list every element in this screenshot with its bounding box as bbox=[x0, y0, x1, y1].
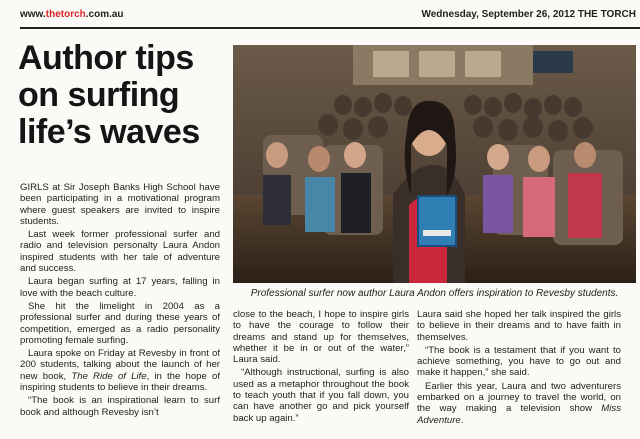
paragraph bbox=[20, 348, 220, 393]
paragraph: “The book is an inspirational learn to surf book and although Revesby isn’t bbox=[20, 395, 220, 418]
paragraph: Last week former professional surfer and radio and television personalty Laura Andon inspired students with her tale of adventure and success. bbox=[20, 229, 220, 275]
book-title: The Ride of Life bbox=[71, 370, 147, 382]
photo-illustration bbox=[233, 45, 636, 283]
dateline: Wednesday, September 26, 2012 THE TORCH bbox=[421, 9, 636, 20]
paragraph-text: , in the hope of inspiring students to believe in their dreams. bbox=[20, 370, 220, 394]
show-title: Miss Adventure bbox=[417, 403, 621, 426]
site-prefix: www. bbox=[20, 9, 46, 20]
paragraph: GIRLS at Sir Joseph Banks High School have been participating in a motivational program where guest speakers are invited to inspire students. bbox=[20, 182, 220, 227]
column-1 bbox=[20, 182, 220, 420]
paragraph: Laura began surfing at 17 years, falling in love with the beach culture. bbox=[20, 276, 220, 299]
paragraph: close to the beach, I hope to inspire girls to have the courage to follow their dreams and stand up for themselves, whether it be in or out of the water,” Laura said. bbox=[233, 309, 409, 366]
paragraph-text: . bbox=[460, 414, 464, 426]
paragraph-text: Laura spoke on Friday at Revesby in front of 200 students, talking about the launch of her new book, bbox=[20, 348, 220, 382]
column-2 bbox=[233, 309, 409, 426]
page-header bbox=[0, 0, 640, 30]
article-photo bbox=[233, 45, 636, 283]
paragraph: “The book is a testament that if you want to achieve something, you have to go out and make it happen,” she said. bbox=[417, 344, 621, 379]
header-rule bbox=[20, 27, 640, 29]
paragraph-text: Earlier this year, Laura and two adventurers embarked on a journey to travel the world, on the way making a television show bbox=[417, 380, 621, 415]
photo-caption: Professional surfer now author Laura Andon offers inspiration to Revesby students. bbox=[250, 288, 619, 299]
site-brand: thetorch bbox=[45, 9, 86, 20]
paragraph: She hit the limelight in 2004 as a professional surfer and during these years of competition, emerged as a radio personality promoting female surfing. bbox=[20, 300, 220, 346]
paragraph: Laura said she hoped her talk inspired the girls to believe in their dreams and to have faith in themselves. bbox=[417, 309, 621, 343]
paragraph bbox=[417, 381, 621, 426]
site-url[interactable] bbox=[20, 9, 124, 20]
paragraph: “Although instructional, surfing is also used as a metaphor throughout the book to teach youth that if you fall down, you can have another go and pick yourself back up again.” bbox=[233, 367, 409, 424]
headline: Author tips on surfing life’s waves bbox=[18, 39, 200, 151]
site-suffix: .com.au bbox=[85, 9, 124, 20]
column-3 bbox=[417, 309, 621, 428]
